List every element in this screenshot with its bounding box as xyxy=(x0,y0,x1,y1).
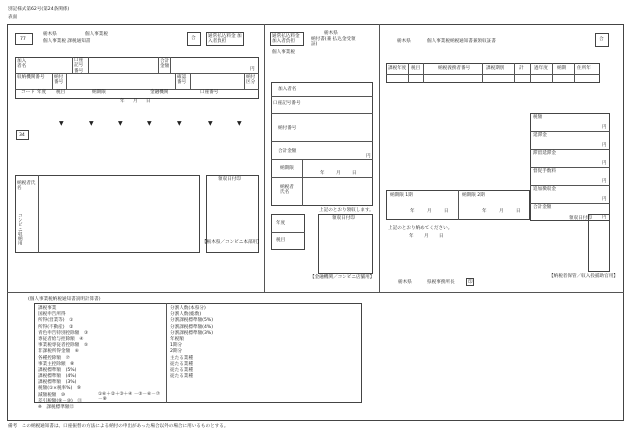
marker-triangle-icon: ▼ xyxy=(59,120,64,127)
right-yen-6: 円 xyxy=(602,215,607,220)
left-fee-note: 通常払込料金 加入者負担 xyxy=(208,34,242,45)
calc-left-row: 事業税専従者控除額 ⑤ xyxy=(38,343,89,349)
right-due-2: 納期限 2期 xyxy=(462,193,485,198)
left-field-pay-class: 納付区分 xyxy=(246,75,256,86)
right-due2-day: 日 xyxy=(516,209,521,214)
right-yen-4: 円 xyxy=(602,179,607,184)
calc-right-row: 分割人数(本県分) xyxy=(170,306,206,311)
marker-triangle-icon: ▼ xyxy=(208,120,213,127)
taxpayer-box xyxy=(15,175,200,253)
calc-left-row: 各種控除額 ⑦ xyxy=(38,355,70,361)
left-receipt-stamp: 領収日付印 xyxy=(218,177,241,182)
calc-right-row: 分割人数(総数) xyxy=(170,312,202,318)
calc-left-row: 減額税額 ⑩ xyxy=(38,392,66,398)
calc-right-row: 分割課税標準額(3%) xyxy=(170,330,214,336)
right-stamp: 領収日付印 xyxy=(569,216,592,221)
mid-date-day: 日 xyxy=(352,171,357,176)
calc-right-row: 従たる業種 xyxy=(170,361,193,367)
left-field-payment-no: 納付番号 xyxy=(54,75,64,86)
calc-right-row: 従たる業種 xyxy=(170,374,193,380)
left-footer-note: 【栃木県／コンビニ本部用】 xyxy=(202,240,262,245)
left-field-account: 口座記号番号 xyxy=(74,58,84,74)
mid-field-payee: 加入者名 xyxy=(278,87,297,92)
taxpayer-label: 納税者氏名 xyxy=(17,181,36,192)
right-col-year: 課税年度 xyxy=(388,66,407,71)
left-col-tax: 税目 xyxy=(56,90,66,95)
right-corner-mark: 合 xyxy=(599,37,604,42)
right-col-past-year: 過年度 xyxy=(534,66,548,71)
calc-left-row: 国税申告所得 xyxy=(38,312,66,318)
left-notice-kind: 個人事業税 xyxy=(85,32,108,37)
right-col-total: 計 xyxy=(519,66,524,71)
right-due1-day: 日 xyxy=(444,209,449,214)
left-date-day: 日 xyxy=(146,99,151,104)
mid-yen: 円 xyxy=(366,154,371,159)
doc-number: 77 xyxy=(20,37,26,42)
right-note-year: 年 xyxy=(409,234,414,239)
marker-triangle-icon: ▼ xyxy=(177,120,182,127)
left-field-total: 合計金額 xyxy=(160,59,170,70)
left-col-bank: 金融機関 xyxy=(150,90,169,95)
mid-fee-note: 通常払込料金 加入者負担 xyxy=(272,34,300,45)
mid-field-payment-no: 納付番号 xyxy=(278,126,297,131)
mid-footer-note: 【金融機関／コンビニ店舗用】 xyxy=(310,275,375,280)
calc-left-row: 事業主控除額 ⑧ xyxy=(38,361,75,367)
right-col-tax: 税目 xyxy=(411,66,421,71)
right-issuer-office: 県税事務所長 xyxy=(427,280,455,285)
right-item-extra: 追加徴収金 xyxy=(533,187,556,192)
marker-triangle-icon: ▼ xyxy=(89,120,94,127)
calc-right-row: 分割課税標準額(4%) xyxy=(170,324,214,330)
left-notice-title: 個人事業税 課税通知書 xyxy=(43,39,91,44)
side-label: 表面 xyxy=(8,15,18,20)
mid-date-month: 月 xyxy=(336,171,341,176)
left-date-month: 月 xyxy=(133,99,138,104)
calc-right-row: 年税額 xyxy=(170,336,184,342)
left-field-check-no: 確認番号 xyxy=(177,75,187,86)
left-col-acct-no: 口座番号 xyxy=(200,90,219,95)
left-corner-mark: 合 xyxy=(191,36,196,41)
calc-right-row: 1期分 xyxy=(170,343,183,349)
mid-title-pref: 栃木県 xyxy=(324,31,338,36)
mid-year-label: 年度 xyxy=(276,221,286,226)
mid-field-account: 口座記号番号 xyxy=(273,101,301,106)
right-col-period: 課税期別 xyxy=(486,66,505,71)
right-item-dun-fee: 督促手数料 xyxy=(533,169,556,174)
right-yen-1: 円 xyxy=(602,125,607,130)
marker-triangle-icon: ▼ xyxy=(118,120,123,127)
right-due-1: 納期限 1期 xyxy=(390,193,413,198)
mid-field-taxpayer: 納税者氏名 xyxy=(280,185,294,196)
left-date-year: 年 xyxy=(120,99,125,104)
code-box-value: 34 xyxy=(19,133,25,138)
official-seal-text: 印 xyxy=(468,280,473,285)
left-col-code: コード xyxy=(21,90,35,95)
calc-right-row: 2期分 xyxy=(170,349,183,355)
right-item-delay-fee: 滞留延滞金 xyxy=(533,151,556,156)
mid-date-year: 年 xyxy=(320,171,325,176)
footer-remark: 備考 この納税通知書は、口座振替の方法による納付の申出があった場合以外の場合に用いるものとする。 xyxy=(8,424,229,429)
calc-right-row: 分割課税標準額(5%) xyxy=(170,318,214,324)
left-col-year: 年度 xyxy=(37,90,47,95)
mid-received-note: 上記のとおり領収します。 xyxy=(319,208,374,213)
calc-left-row: 課税標準額 (3%) xyxy=(38,380,77,386)
calc-title: (個人事業税納税通知書説明計算書) xyxy=(28,297,101,302)
right-pref-name: 栃木県 xyxy=(397,39,411,44)
right-note-day: 日 xyxy=(439,234,444,239)
calc-left-row: 専従者給与控除額 ④ xyxy=(38,336,84,342)
mid-field-total: 合計金額 xyxy=(278,149,297,154)
mid-title: 納付書(兼 払込金受領証) xyxy=(311,37,356,48)
right-title: 個人事業税納税通知書兼領収証書 xyxy=(427,39,496,44)
calc-left-row: 所得(不動産) ② xyxy=(38,324,74,330)
right-item-late-fee: 延滞金 xyxy=(533,133,547,138)
calc-left-row: 青色申告特別控除額 ③ xyxy=(38,330,89,336)
calc-formula: ①⑥＋②＋③＋④ －⑤－⑥－⑦－⑧ xyxy=(98,392,160,403)
calc-left-row: 課税標準額 (4%) xyxy=(38,374,77,380)
conv-store-label: コンビニ収納用 xyxy=(17,213,23,246)
right-yen-5: 円 xyxy=(602,197,607,202)
marker-triangle-icon: ▼ xyxy=(147,120,152,127)
right-item-total: 合計金額 xyxy=(533,205,552,210)
mid-subtitle: 個人事業税 xyxy=(272,50,295,55)
right-yen-3: 円 xyxy=(602,161,607,166)
form-title: 別記様式第62号(第24条関係) xyxy=(8,7,70,12)
calc-left-row: 非課税所得金額 ⑥ xyxy=(38,349,79,355)
right-due1-year: 年 xyxy=(410,209,415,214)
right-note-month: 月 xyxy=(424,234,429,239)
right-due2-month: 月 xyxy=(499,209,504,214)
calc-right-row: 従たる業種 xyxy=(170,367,193,373)
right-yen-2: 円 xyxy=(602,143,607,148)
right-received-note: 上記のとおり納めてください。 xyxy=(388,226,453,231)
right-due1-month: 月 xyxy=(427,209,432,214)
left-field-collector: 収納機関番号 xyxy=(17,75,45,80)
calc-left-row: 差引税額(⑨－⑩) ⑪ xyxy=(38,398,82,404)
mid-stamp-box xyxy=(318,214,373,274)
calc-right-row: 主たる業種 xyxy=(170,355,193,361)
right-issuer: 栃木県 xyxy=(398,280,412,285)
calc-right-column xyxy=(170,306,290,380)
left-pref-name: 栃木県 xyxy=(43,32,57,37)
calc-left-row: 税額(①×税率%) ⑨ xyxy=(38,386,82,392)
left-field-payee: 加入者名 xyxy=(17,59,27,70)
right-due2-year: 年 xyxy=(482,209,487,214)
right-footer-note: 【納税者保管／収入役捕助官用】 xyxy=(549,274,618,279)
right-col-address-year: 住所年 xyxy=(577,66,591,71)
right-col-taxpayer-no: 納税義務者番号 xyxy=(438,66,471,71)
mid-tax-label: 税目 xyxy=(276,238,286,243)
left-col-due: 納期限 xyxy=(92,90,106,95)
right-item-tax: 税額 xyxy=(533,115,543,120)
right-col-due: 納期 xyxy=(557,66,567,71)
calc-left-row: 所得(営業等) ① xyxy=(38,318,74,324)
calc-left-row: ※ 課税標準額⑫ xyxy=(38,405,75,410)
calc-left-row: 課税標準額 (5%) xyxy=(38,367,77,373)
mid-stamp: 領収日付印 xyxy=(332,216,355,221)
left-field-yen: 円 xyxy=(250,67,255,72)
right-stamp-box xyxy=(588,214,610,272)
mid-field-due: 納期限 xyxy=(280,166,294,171)
marker-triangle-icon: ▼ xyxy=(237,120,242,127)
calc-left-row: 課税事業 xyxy=(38,306,57,311)
